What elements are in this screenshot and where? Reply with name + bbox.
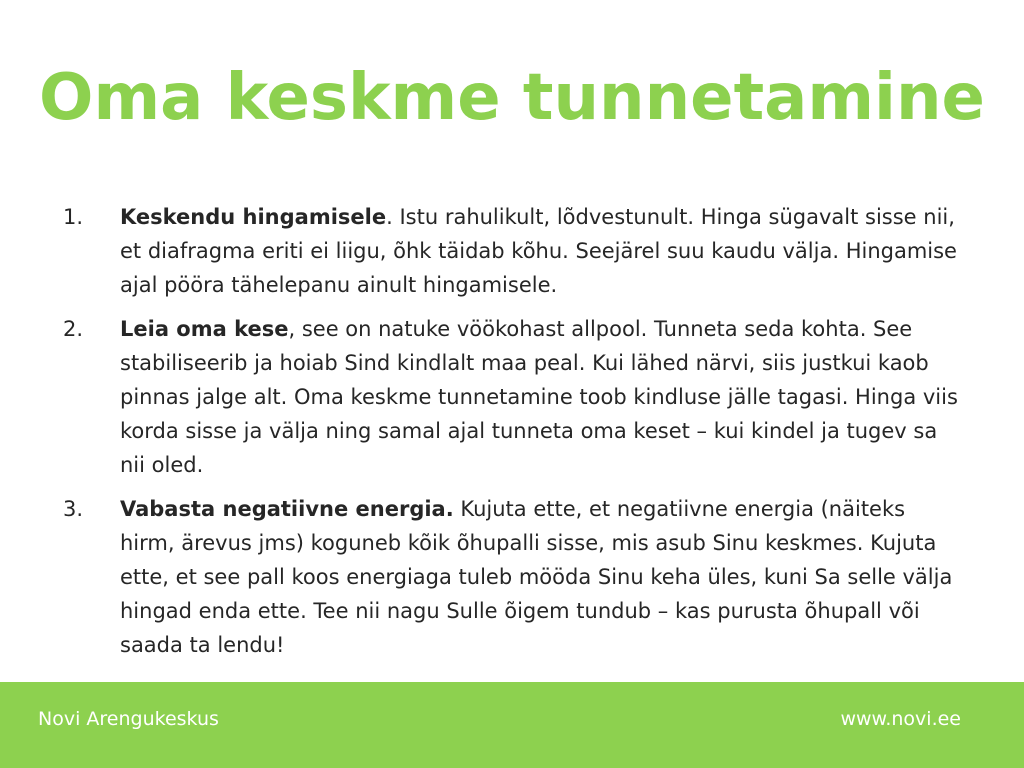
list-item-text: . Istu rahulikult, lõdvestunult. Hinga sügavalt sisse nii, et diafragma eriti ei liigu, õhk täidab kõhu. Seejärel suu kaudu välja. Hingamise ajal pööra tähelepanu ainult hingamisele. [120, 205, 957, 297]
list-item-lead: Vabasta negatiivne energia. [120, 497, 454, 521]
footer-bar [0, 682, 1024, 768]
list-item-text: , see on natuke vöökohast allpool. Tunneta seda kohta. See stabiliseerib ja hoiab Sind kindlalt maa peal. Kui lähed närvi, siis justkui kaob pinnas jalge alt. Oma keskme tunnetamine toob kindluse jälle tagasi. Hinga viis korda sisse ja välja ning samal ajal tunneta oma keset – kui kindel ja tugev sa nii oled. [120, 317, 958, 477]
footer-organization: Novi Arengukeskus [38, 708, 219, 730]
list-item [60, 492, 960, 662]
list-item-number: 3. [63, 497, 84, 521]
list-item-lead: Leia oma kese [120, 317, 289, 341]
page-title: Oma keskme tunnetamine [39, 61, 985, 135]
list-item-number: 1. [63, 205, 84, 229]
list-item [60, 200, 960, 302]
list-item-text: Kujuta ette, et negatiivne energia (näiteks hirm, ärevus jms) koguneb kõik õhupalli sisse, mis asub Sinu keskmes. Kujuta ette, et see pall koos energiaga tuleb mööda Sinu keha üles, kuni Sa selle välja hingad enda ette. Tee nii nagu Sulle õigem tundub – kas purusta õhupall või saada ta lendu! [120, 497, 953, 657]
list-item-number: 2. [63, 317, 84, 341]
instruction-list [60, 200, 960, 672]
footer-website: www.novi.ee [840, 708, 961, 730]
list-item [60, 312, 960, 482]
list-item-lead: Keskendu hingamisele [120, 205, 387, 229]
